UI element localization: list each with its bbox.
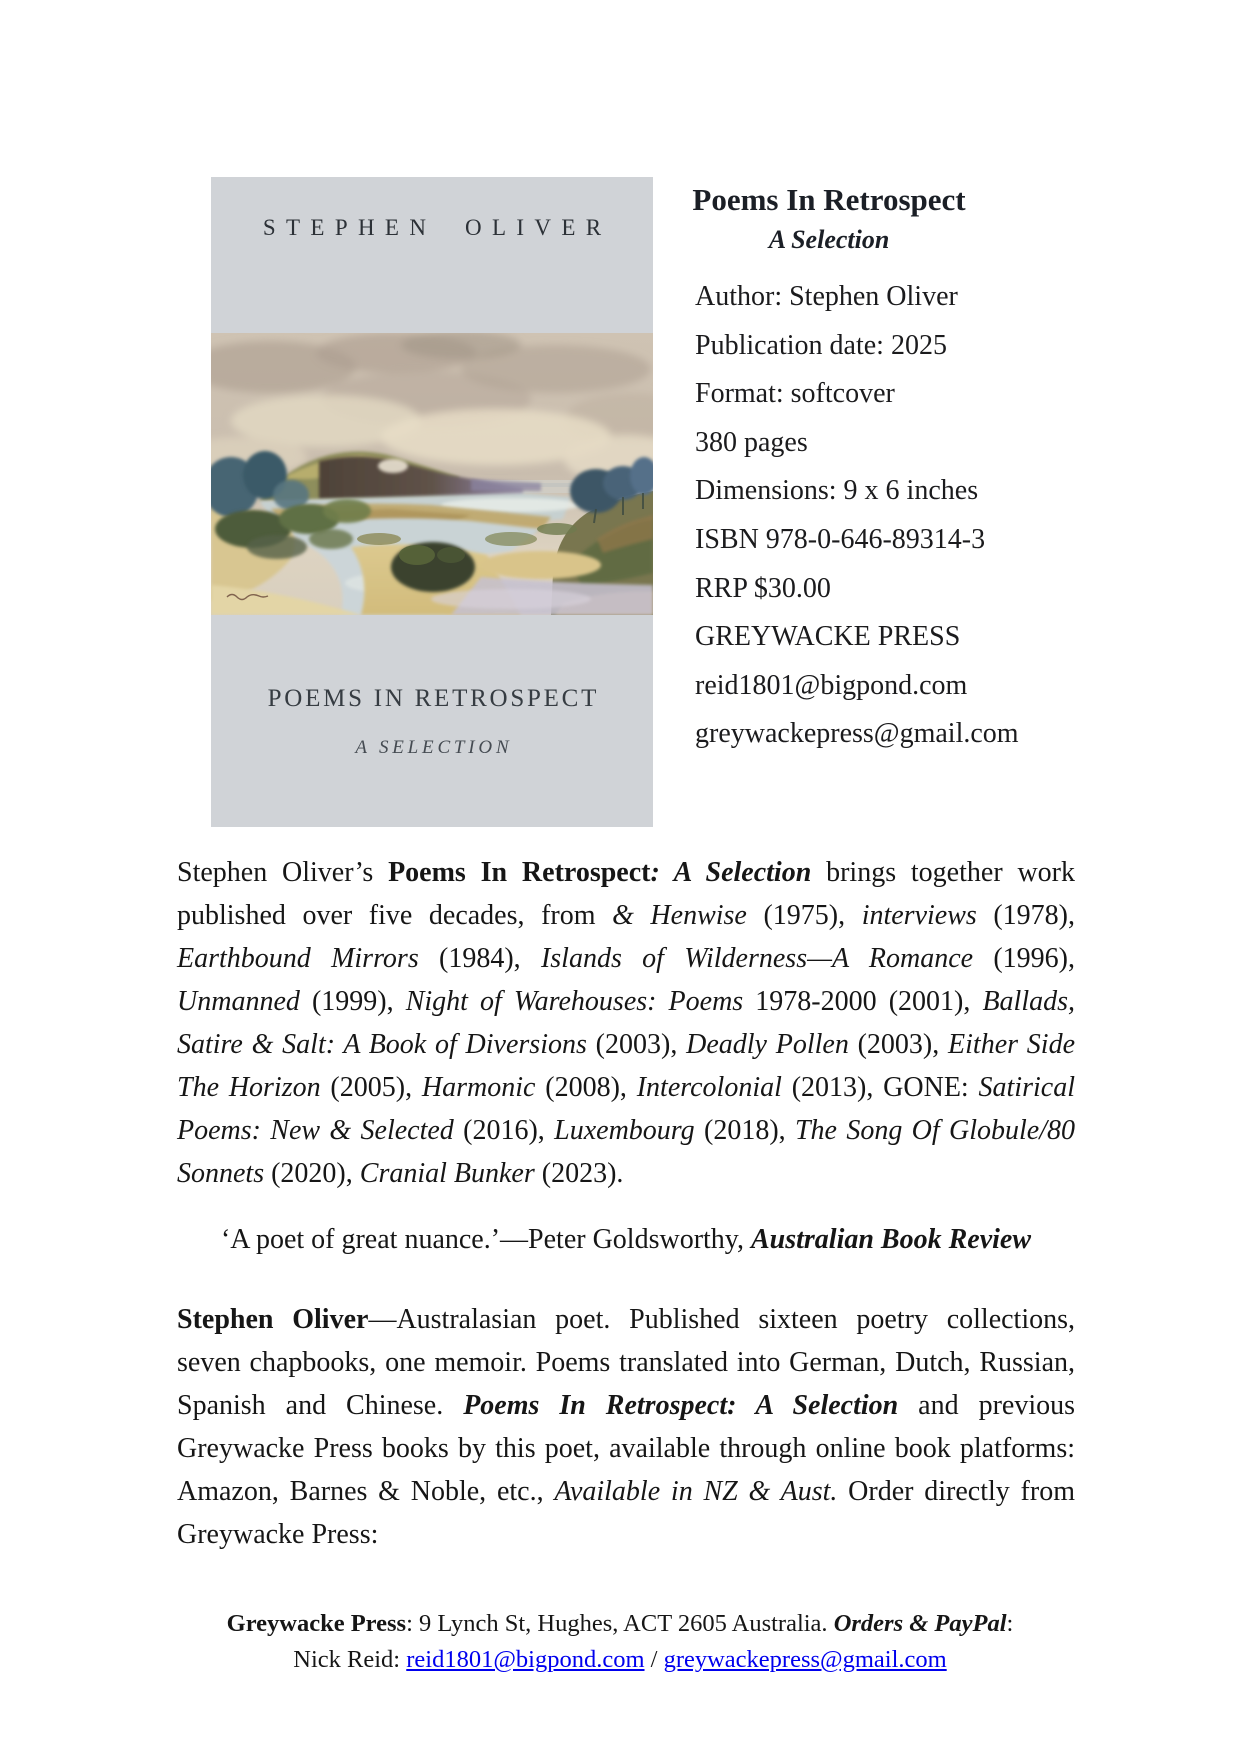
text-run: Greywacke Press [226, 1610, 407, 1637]
book-detail-line: greywackepress@gmail.com [695, 718, 1019, 750]
text-run: Islands of Wilderness—A Romance [540, 943, 974, 974]
text-run: (1999), [299, 986, 406, 1017]
text-run: Harmonic [421, 1072, 536, 1103]
book-subtitle: A Selection [768, 225, 890, 254]
author-bio-paragraph [177, 1298, 1075, 1556]
text-run: —Australasian poet. Published sixteen poetry collections, seven chapbooks, one memoir. Poems translated into German, Dutch, Russian, Spanish and Chinese. [177, 1304, 1075, 1421]
text-run: brings together work published over five decades, from [177, 857, 1075, 931]
book-detail-line: reid1801@bigpond.com [695, 669, 968, 701]
text-run: Order directly from Greywacke Press: [177, 1476, 1075, 1550]
text-run: Nick Reid: [293, 1646, 407, 1673]
book-detail-line: GREYWACKE PRESS [695, 621, 961, 653]
text-run: (2003), [848, 1029, 949, 1060]
text-run: (2013), GONE: [781, 1072, 979, 1103]
book-detail-line: RRP $30.00 [695, 572, 831, 604]
text-run: Satirical Poems: New & Selected [177, 1072, 1075, 1146]
text-run: Cranial Bunker [359, 1158, 535, 1189]
book-cover [211, 177, 653, 827]
text-run: (1984), [418, 943, 541, 974]
text-run: Australian Book Review [750, 1224, 1032, 1255]
email-link[interactable]: reid1801@bigpond.com [406, 1646, 645, 1673]
text-run: (2005), [320, 1072, 422, 1103]
cover-painting [211, 333, 653, 615]
text-run: Available in NZ & Aust. [554, 1476, 838, 1507]
book-detail-line: Author: Stephen Oliver [695, 281, 958, 312]
book-detail-line: Dimensions: 9 x 6 inches [695, 475, 979, 507]
book-details-list [655, 273, 1087, 759]
text-run: (2018), [694, 1115, 795, 1146]
text-run: (2016), [453, 1115, 555, 1146]
text-run: (2008), [535, 1072, 637, 1103]
text-run: / [644, 1646, 664, 1673]
text-run: Night of Warehouses: Poems [405, 986, 744, 1017]
footer-orders-line [130, 1642, 1110, 1678]
text-run: & Henwise [612, 900, 747, 931]
footer-contact [130, 1606, 1110, 1678]
text-run: and previous Greywacke Press books by this poet, available through online book platforms: Amazon, Barnes & Noble, etc., [177, 1390, 1075, 1507]
book-info-panel [655, 183, 1087, 759]
text-run: (1978), [976, 900, 1076, 931]
text-run: (2023). [534, 1158, 624, 1189]
text-run: (1975), [746, 900, 862, 931]
book-detail-line: ISBN 978-0-646-89314-3 [695, 523, 986, 555]
email-link[interactable]: greywackepress@gmail.com [663, 1646, 947, 1673]
text-run: Ballads, Satire & Salt: A Book of Diversions [177, 986, 1075, 1060]
text-run: (2020), [264, 1158, 360, 1189]
description-paragraph [177, 851, 1075, 1195]
text-run: : A Selection [650, 857, 812, 888]
text-run: Orders & PayPal [833, 1610, 1007, 1637]
book-title: Poems In Retrospect [692, 182, 966, 217]
review-quote [177, 1218, 1075, 1261]
text-run: Intercolonial [636, 1072, 782, 1103]
text-run: interviews [861, 900, 977, 931]
cover-title: POEMS IN RETROSPECT [267, 685, 600, 712]
text-run: Poems In Retrospect [388, 857, 651, 888]
text-run: : 9 Lynch St, Hughes, ACT 2605 Australia. [406, 1610, 834, 1637]
cover-subtitle: A SELECTION [355, 737, 513, 758]
text-run: ‘A poet of great nuance.’—Peter Goldsworthy, [220, 1224, 751, 1255]
cover-author-name: STEPHEN OLIVER [262, 215, 612, 240]
book-detail-line: 380 pages [695, 426, 808, 458]
text-run: Deadly Pollen [686, 1029, 849, 1060]
text-run: (1996), [973, 943, 1075, 974]
text-run: Earthbound Mirrors [177, 943, 419, 974]
text-run: Poems In Retrospect: A Selection [463, 1390, 899, 1421]
text-run: Either Side The Horizon [177, 1029, 1075, 1103]
text-run: Stephen Oliver [177, 1304, 369, 1335]
text-run: 1978-2000 (2001), [743, 986, 983, 1017]
text-run: Stephen Oliver’s [177, 857, 389, 888]
text-run: (2003), [586, 1029, 687, 1060]
footer-address-line [130, 1606, 1110, 1642]
text-run: Unmanned [177, 986, 300, 1017]
book-detail-line: Format: softcover [695, 378, 895, 410]
book-detail-line: Publication date: 2025 [695, 329, 947, 361]
text-run: The Song Of Globule/80 Sonnets [177, 1115, 1075, 1189]
text-run: : [1006, 1610, 1014, 1637]
landscape-painting-image [211, 333, 653, 615]
text-run: Luxembourg [554, 1115, 695, 1146]
